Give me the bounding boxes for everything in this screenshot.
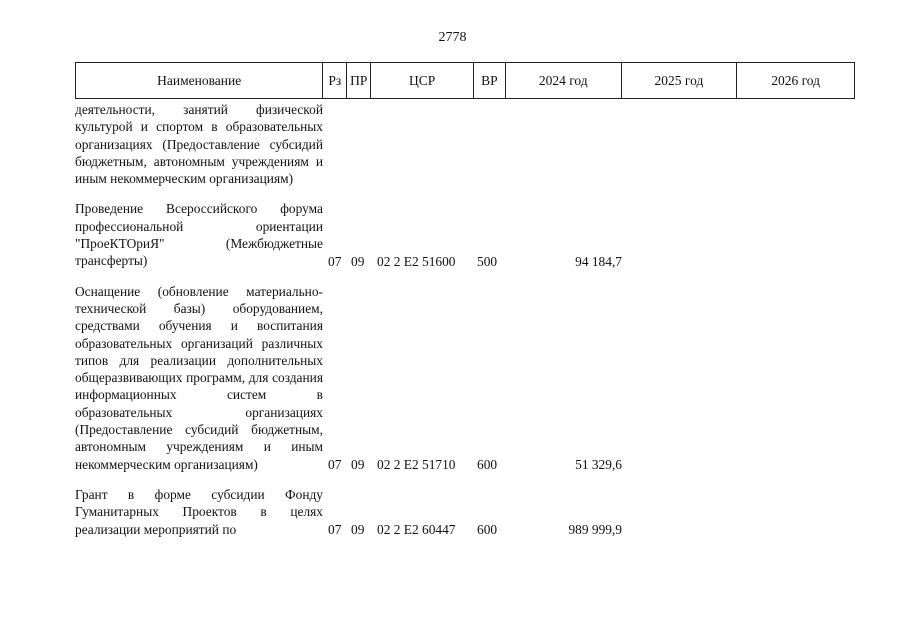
row-pr: 09 [351, 456, 365, 472]
page-number: 2778 [438, 30, 467, 45]
table-row [75, 101, 855, 187]
row-rz: 07 [328, 456, 342, 472]
header-2024: 2024 год [506, 63, 622, 98]
header-2026: 2026 год [771, 72, 821, 88]
header-2025: 2025 год [622, 63, 738, 98]
row-pr: 09 [351, 253, 365, 269]
table-row [75, 486, 855, 538]
row-name: Проведение Всероссийского форума профессиональной ориентации "ПроеКТОриЯ" (Межбюджетные трансферты) [75, 201, 323, 269]
row-name: деятельности, занятий физической культурой и спортом в образовательных организациях (Предоставление субсидий бюджетным, автономным учреждениям и иным некоммерческим организациям) [75, 102, 323, 187]
table-header [75, 62, 855, 99]
row-2024: 989 999,9 [568, 521, 622, 537]
table-row [75, 200, 855, 269]
header-csr: ЦСР [371, 63, 474, 98]
header-rz: Рз [323, 63, 347, 98]
header-name: Наименование [76, 63, 323, 98]
row-vr: 600 [477, 521, 498, 537]
row-2024: 51 329,6 [575, 456, 622, 472]
table-row [75, 283, 855, 473]
header-vr: ВР [474, 63, 506, 98]
table-body [75, 101, 855, 538]
row-vr: 500 [477, 253, 498, 269]
row-vr: 600 [477, 456, 498, 472]
row-name: Грант в форме субсидии Фонду Гуманитарных Проектов в целях реализации мероприятий по [75, 486, 323, 537]
header-pr: ПР [347, 63, 371, 98]
row-2024: 94 184,7 [575, 253, 622, 269]
row-rz: 07 [328, 521, 342, 537]
row-name: Оснащение (обновление материально-технической базы) оборудованием, средствами обучения и воспитания образовательных организаций различных типов для реализации дополнительных общеразвивающих программ, для создания информационных систем в образовательных организациях (Предоставление субсидий бюджетным, автономным учреждениям и иным некоммерческим организациям) [75, 283, 323, 472]
row-csr: 02 2 E2 51600 [377, 253, 456, 269]
row-pr: 09 [351, 521, 365, 537]
row-csr: 02 2 E2 60447 [377, 521, 456, 537]
row-csr: 02 2 E2 51710 [377, 456, 456, 472]
row-rz: 07 [328, 253, 342, 269]
